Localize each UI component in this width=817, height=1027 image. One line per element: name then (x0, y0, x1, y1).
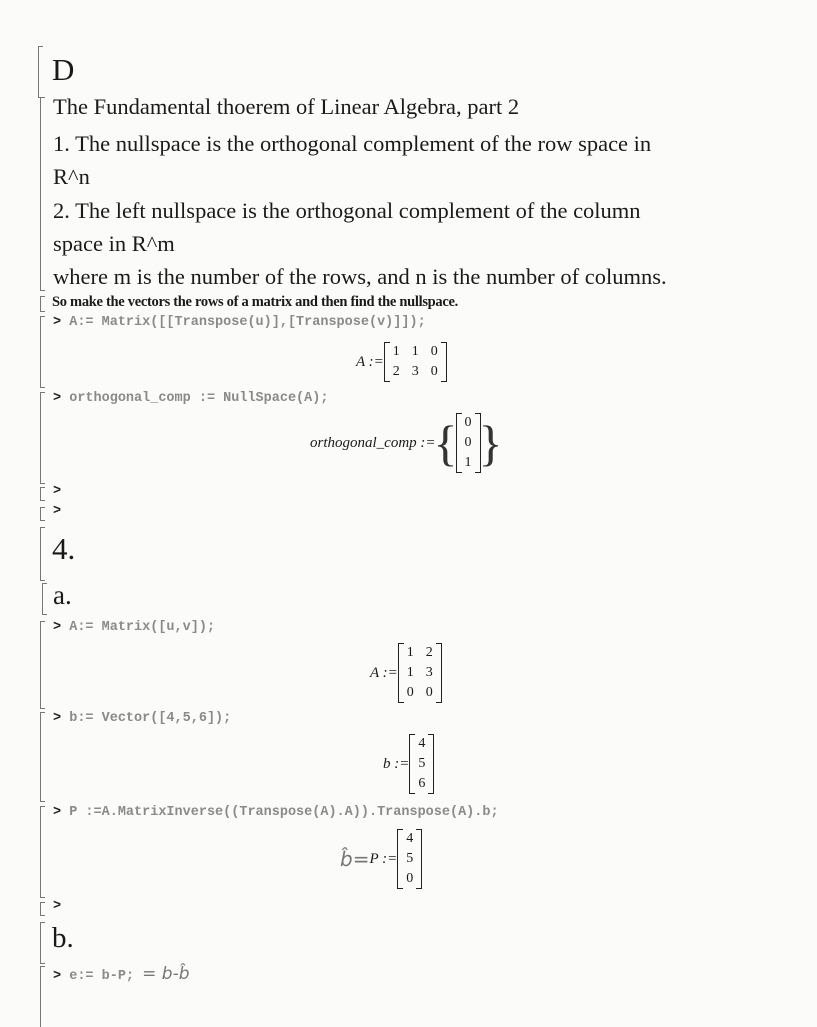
matrix-entry: 0 (464, 435, 472, 450)
matrix-entry: 4 (418, 736, 426, 751)
output-label: b := (383, 755, 410, 772)
exec-group-bracket (40, 902, 45, 916)
section-heading-a: a. (53, 580, 72, 610)
exec-group-bracket (40, 621, 45, 709)
matrix-entry: 1 (392, 344, 400, 359)
exec-group-bracket (40, 316, 45, 388)
text-bracket (40, 97, 45, 291)
set-brace-close: } (478, 415, 503, 471)
output-matrix-a-3x2 (370, 643, 442, 703)
command-text: b:= Vector([4,5,6]); (69, 711, 232, 726)
matrix-row (412, 754, 431, 774)
matrix-row (401, 663, 439, 683)
matrix-row (459, 453, 478, 473)
exec-group-bracket (40, 487, 45, 501)
matrix-row (459, 413, 478, 433)
matrix-row (401, 683, 439, 703)
output-projection-p (340, 829, 422, 889)
matrix-entry: 0 (406, 871, 414, 886)
matrix-entry: 3 (411, 364, 419, 379)
input-line-3[interactable] (53, 620, 215, 635)
command-text: e:= b-P; (69, 969, 135, 984)
theorem-line-2b: space in R^m (53, 231, 175, 256)
empty-prompt[interactable] (53, 484, 61, 499)
input-line-4[interactable] (53, 711, 231, 726)
command-text: A:= Matrix([[Transpose(u)],[Transpose(v)]]); (69, 315, 426, 330)
matrix-entry: 0 (464, 415, 472, 430)
matrix-entry: 2 (392, 364, 400, 379)
matrix-body (387, 342, 444, 382)
empty-prompt[interactable] (53, 899, 61, 914)
exec-group-bracket (40, 806, 45, 898)
prompt: > (53, 620, 62, 635)
note-text: So make the vectors the rows of a matrix and then find the nullspace. (52, 294, 458, 310)
output-matrix-a (356, 342, 447, 382)
prompt: > (53, 504, 62, 519)
matrix-row (387, 362, 444, 382)
matrix-row (387, 342, 444, 362)
prompt: > (53, 315, 62, 330)
matrix-row (401, 643, 439, 663)
matrix-entry: 1 (406, 645, 414, 660)
prompt: > (53, 391, 62, 406)
section-heading-d: D (52, 52, 75, 87)
matrix-body (400, 829, 419, 889)
matrix-body (412, 734, 431, 794)
input-line-6[interactable] (53, 964, 190, 984)
output-nullspace (310, 413, 501, 473)
exec-group-bracket (40, 507, 45, 521)
theorem-line-1b: R^n (53, 164, 90, 189)
input-line-5[interactable] (53, 805, 499, 820)
matrix-body (459, 413, 478, 473)
handwritten-annotation: b̂= (340, 847, 370, 871)
note-bracket (40, 296, 45, 312)
matrix-entry: 5 (418, 756, 426, 771)
exec-group-bracket (40, 966, 45, 1027)
input-line-2[interactable] (53, 391, 328, 406)
matrix-entry: 0 (425, 685, 433, 700)
matrix-entry: 0 (406, 685, 414, 700)
matrix-entry: 4 (406, 831, 414, 846)
theorem-title: The Fundamental thoerem of Linear Algebra, part 2 (53, 94, 520, 119)
matrix-row (400, 829, 419, 849)
command-text: A:= Matrix([u,v]); (69, 620, 216, 635)
output-label: A := (356, 353, 384, 370)
prompt: > (53, 805, 62, 820)
matrix-entry: 6 (418, 776, 426, 791)
section-bracket (40, 922, 45, 964)
prompt: > (53, 711, 62, 726)
matrix-row (412, 774, 431, 794)
section-bracket (40, 527, 45, 581)
command-text: P :=A.MatrixInverse((Transpose(A).A)).Transpose(A).b; (69, 805, 499, 820)
empty-prompt[interactable] (53, 504, 61, 519)
matrix-row (412, 734, 431, 754)
prompt: > (53, 899, 62, 914)
output-vector-b (383, 734, 434, 794)
section-bracket (42, 583, 47, 615)
matrix-entry: 1 (411, 344, 419, 359)
output-label: A := (370, 664, 398, 681)
matrix-entry: 1 (406, 665, 414, 680)
matrix-entry: 3 (425, 665, 433, 680)
matrix-row (459, 433, 478, 453)
section-heading-4: 4. (52, 531, 76, 566)
output-label: orthogonal_comp := (310, 434, 436, 451)
theorem-line-1: 1. The nullspace is the orthogonal complement of the row space in (53, 131, 652, 156)
matrix-body (401, 643, 439, 703)
matrix-row (400, 849, 419, 869)
section-bracket (38, 46, 43, 98)
set-brace-open: { (433, 415, 458, 471)
matrix-entry: 1 (464, 455, 472, 470)
exec-group-bracket (40, 392, 45, 484)
theorem-line-3: where m is the number of the rows, and n is the number of columns. (53, 264, 667, 289)
command-text: orthogonal_comp := NullSpace(A); (69, 391, 329, 406)
matrix-entry: 5 (406, 851, 414, 866)
matrix-row (400, 869, 419, 889)
handwritten-annotation: = b-b̂ (142, 964, 190, 984)
section-heading-b: b. (52, 922, 74, 954)
output-label: P := (369, 850, 398, 867)
theorem-line-2: 2. The left nullspace is the orthogonal complement of the column (53, 198, 641, 223)
matrix-entry: 0 (430, 344, 438, 359)
prompt: > (53, 969, 62, 984)
exec-group-bracket (40, 712, 45, 802)
prompt: > (53, 484, 62, 499)
matrix-entry: 2 (425, 645, 433, 660)
input-line-1[interactable] (53, 315, 426, 330)
matrix-entry: 0 (430, 364, 438, 379)
